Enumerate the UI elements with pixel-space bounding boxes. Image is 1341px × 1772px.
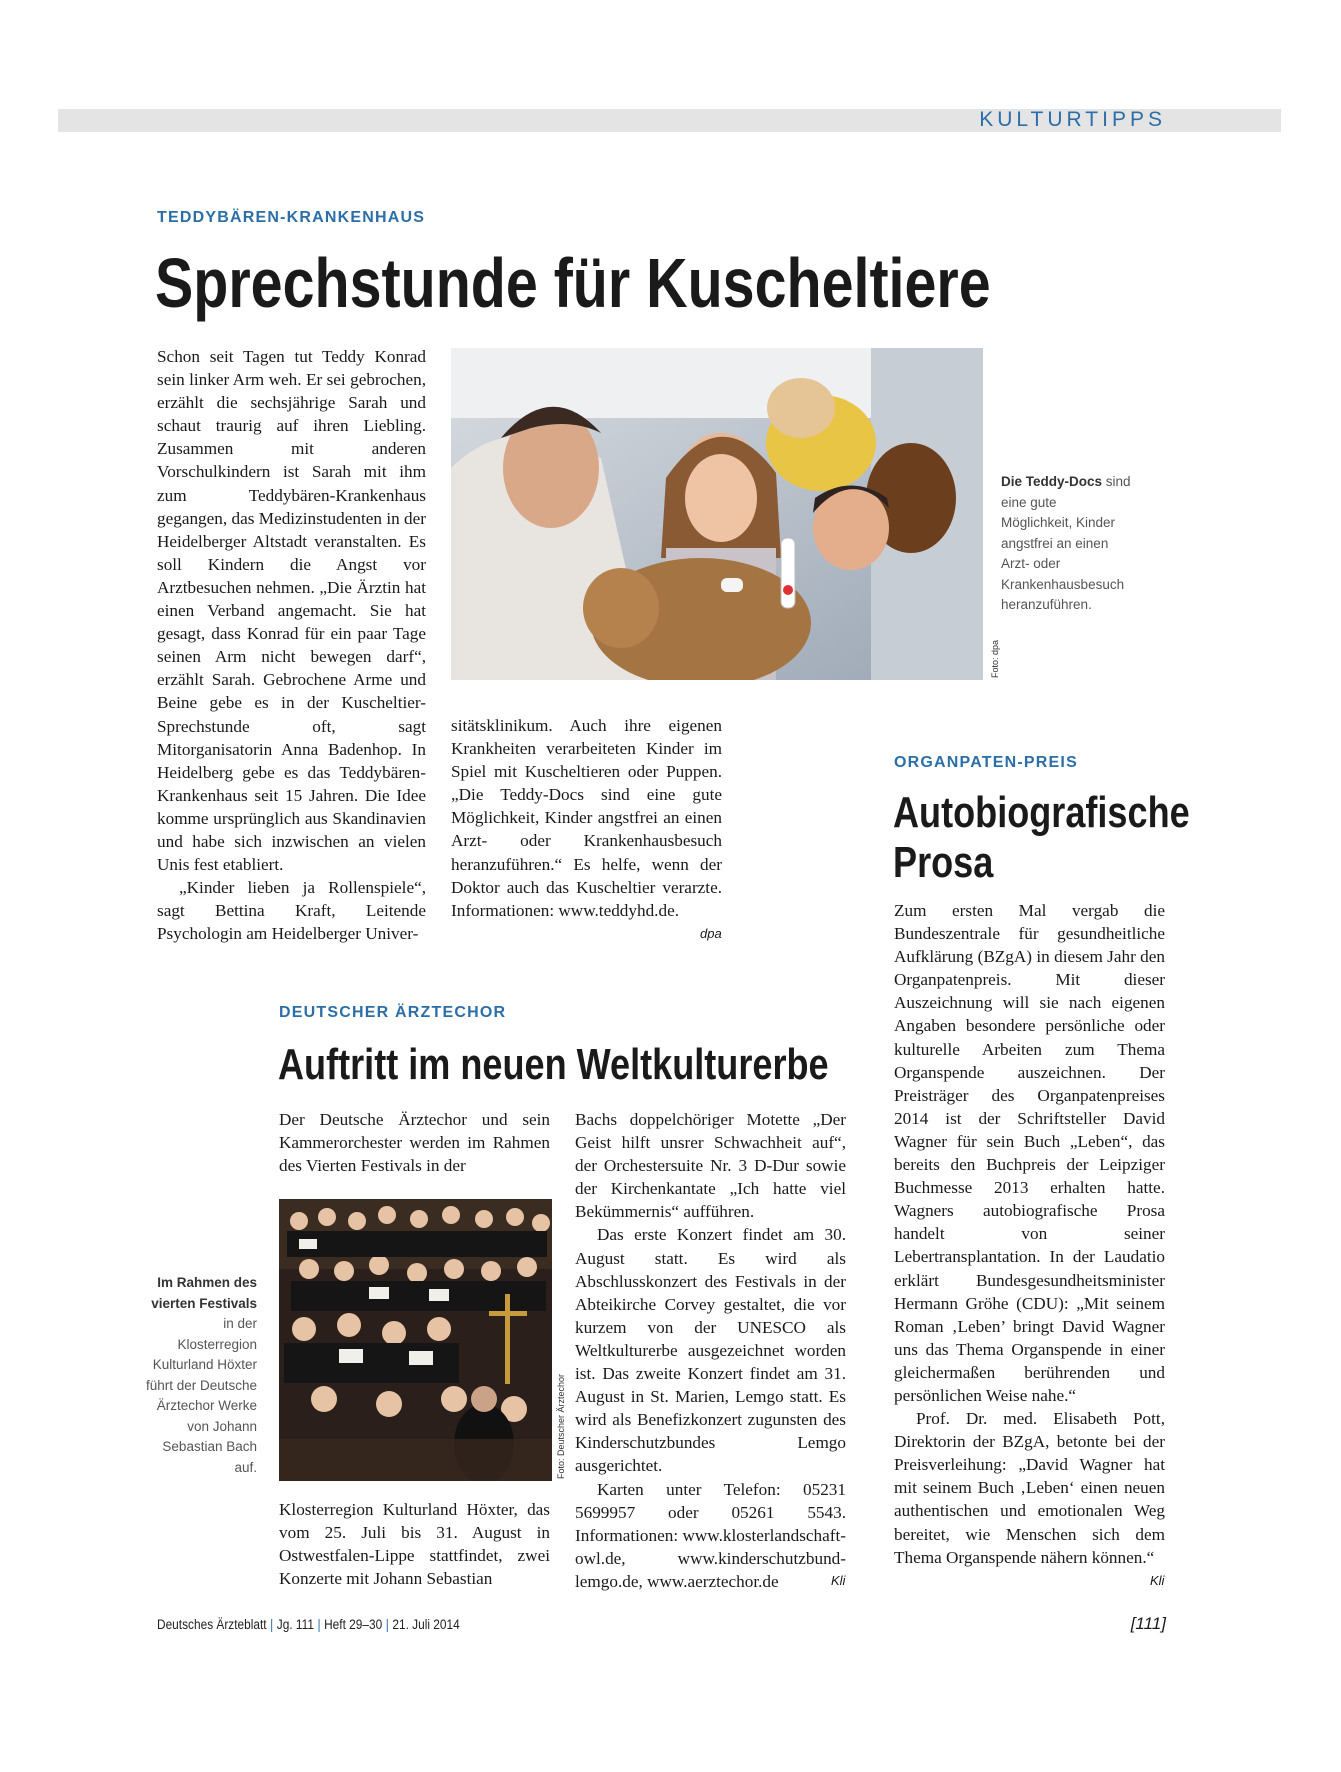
footer-journal: Deutsches Ärzteblatt [157, 1617, 267, 1632]
article2-byline: Kli [831, 1573, 846, 1588]
article2-headline: Auftritt im neuen Weltkulturerbe [278, 1040, 829, 1089]
article1-photo-credit: Foto: dpa [990, 639, 1000, 678]
article2-photo-caption [145, 1273, 257, 1478]
footer-separator: | [317, 1617, 321, 1632]
footer-separator: | [270, 1617, 274, 1632]
page-number: [111] [1130, 1614, 1166, 1633]
article2-paragraph-3: Bachs doppelchöriger Motette „Der Geist hilft unsrer Schwachheit auf“, der Orchestersuite Nr. 3 D-Dur sowie der Kirchenkantate „Ich hatte viel Bekümmernis“ aufführen. [575, 1110, 846, 1222]
footer-volume: Jg. 111 [276, 1617, 314, 1632]
article1-column-2 [451, 714, 722, 922]
article3-headline-line-2: Prosa [893, 838, 994, 887]
article2-paragraph-2: Klosterregion Kulturland Höxter, das vom 25. Juli bis 31. August in Ostwestfalen-Lippe stattfindet, zwei Konzerte mit Johann Sebastian [279, 1500, 550, 1589]
article1-photo-caption [1001, 472, 1131, 616]
article1-headline: Sprechstunde für Kuscheltiere [155, 244, 991, 322]
article1-paragraph-2: „Kinder lieben ja Rollenspiele“, sagt Bettina Kraft, Leitende Psychologin am Heidelberger Univer- [157, 878, 426, 944]
article2-paragraph-1: Der Deutsche Ärztechor und sein Kammerorchester werden im Rahmen des Vierten Festivals in der [279, 1110, 550, 1176]
article2-caption-bold: Im Rahmen des vierten Festivals [151, 1275, 257, 1311]
section-label: KULTURTIPPS [979, 108, 1166, 131]
article2-photo-credit: Foto: Deutscher Ärztechor [556, 1373, 566, 1479]
choir-illustration [279, 1199, 552, 1481]
article3-byline: Kli [1150, 1573, 1165, 1588]
article3-paragraph-1: Zum ersten Mal vergab die Bundeszentrale für gesundheitliche Aufklärung (BZgA) in diesem Jahr den Organpatenpreis. Mit dieser Auszeichnung will sie nach eigenen Angaben besondere persönliche oder kulturelle Arbeiten zum Thema Organspende auszeichnen. Der Preisträger des Organpatenpreises 2014 ist der Schriftsteller David Wagner für sein Buch „Leben“, das bereits den Buchpreis der Leipziger Buchmesse 2013 erhalten hatte. Wagners autobiografische Prosa handelt von seiner Lebertransplantation. In der Laudatio erklärt Bundesgesundheitsminister Hermann Gröhe (CDU): „Mit seinem Roman ‚Leben’ bringt David Wagner uns das Thema Organspende in einer gleichermaßen berührenden und persönlichen Weise nahe.“ [894, 901, 1165, 1405]
article1-paragraph-3: sitätsklinikum. Auch ihre eigenen Krankheiten verarbeiteten Kinder im Spiel mit Kuscheltieren oder Puppen. „Die Teddy-Docs sind eine gute Möglichkeit, Kinder angstfrei an einen Arzt- oder Krankenhausbesuch heranzuführen.“ Es helfe, wenn der Doktor auch das Kuscheltier verarzte. Informationen: www.teddyhd.de. [451, 716, 722, 920]
article3-headline-line-1: Autobiografische [893, 788, 1190, 837]
article1-caption-bold: Die Teddy-Docs [1001, 474, 1103, 489]
article3-headline [893, 788, 1190, 888]
footer-separator: | [385, 1617, 389, 1632]
article2-paragraph-5: Karten unter Telefon: 05231 5699957 oder 05261 5543. Informationen: www.klosterlandschaft-owl.de, www.kinderschutzbund-lemgo.de, www.aerztechor.de [575, 1479, 846, 1591]
article2-column-1-bottom [279, 1498, 550, 1590]
article3-kicker: ORGANPATEN-PREIS [894, 754, 1078, 771]
article1-paragraph-1: Schon seit Tagen tut Teddy Konrad sein linker Arm weh. Er sei gebrochen, erzählt die sechsjährige Sarah und schaut traurig auf ihren Liebling. Zusammen mit anderen Vorschulkindern ist Sarah mit ihm zum Teddybären-Krankenhaus gegangen, das Medizinstudenten in der Heidelberger Altstadt veranstalten. Es soll Kindern die Angst vor Arztbesuchen nehmen. „Die Ärztin hat einen Verband angemacht. Sie hat gesagt, dass Konrad für ein paar Tage seinen Arm nicht bewegen darf“, erzählt Sarah. Gebrochene Arme und Beine gebe es in der Kuscheltier-Sprechstunde oft, sagt Mitorganisatorin Anna Badenhop. In Heidelberg gebe es das Teddybären-Krankenhaus seit 15 Jahren. Die Idee komme ursprünglich aus Skandinavien und habe sich inzwischen an vielen Unis fest etabliert. [157, 347, 426, 875]
article2-paragraph-4: Das erste Konzert findet am 30. August statt. Es wird als Abschlusskonzert des Festivals in der Abteikirche Corvey gestaltet, die vor kurzem von der UNESCO als Weltkulturerbe ausgezeichnet worden ist. Das zweite Konzert findet am 31. August in St. Marien, Lemgo statt. Es wird als Benefizkonzert zugunsten des Kinderschutzbundes Lemgo ausgerichtet. [575, 1225, 846, 1476]
article1-byline: dpa [700, 926, 722, 941]
article2-caption-text: in der Klosterregion Kulturland Höxter führt der Deutsche Ärztechor Werke von Johann Sebastian Bach auf. [145, 1316, 257, 1475]
article2-kicker: DEUTSCHER ÄRZTECHOR [279, 1004, 507, 1021]
footer-date: 21. Juli 2014 [392, 1617, 460, 1632]
article1-caption-text: sind eine gute Möglichkeit, Kinder angstfrei an einen Arzt- oder Krankenhausbesuch heranzuführen. [1001, 474, 1131, 612]
choir-photo [279, 1199, 552, 1481]
teddy-docs-photo [451, 348, 983, 680]
article3-column [894, 899, 1165, 1569]
article2-column-2 [575, 1108, 846, 1593]
article3-paragraph-2: Prof. Dr. med. Elisabeth Pott, Direktorin der BZgA, betonte bei der Preisverleihung: „David Wagner hat mit seinem Buch ‚Leben‘ einen neuen authentischen und emotionalen Weg bereitet, wie Menschen sich dem Thema Organspende nähern können.“ [894, 1409, 1165, 1567]
page-footer [157, 1617, 460, 1632]
article2-column-1-top [279, 1108, 550, 1177]
article1-column-1 [157, 345, 426, 945]
article1-kicker: TEDDYBÄREN-KRANKENHAUS [157, 209, 426, 226]
footer-issue: Heft 29–30 [324, 1617, 383, 1632]
teddy-docs-illustration [451, 348, 983, 680]
